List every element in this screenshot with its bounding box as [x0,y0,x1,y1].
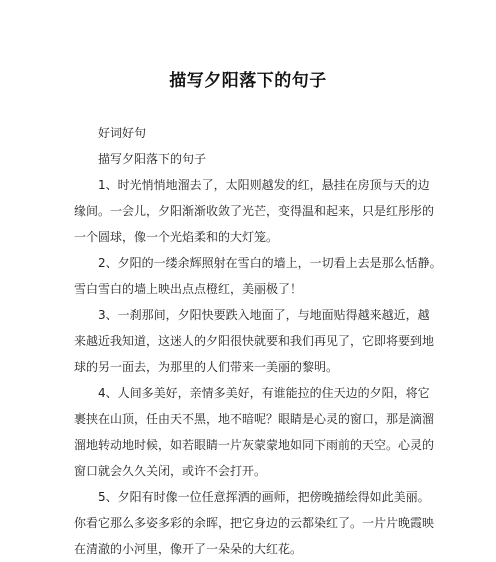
document-body [74,120,442,562]
paragraph-5-line-1: 5、夕阳有时像一位任意挥洒的画师，把傍晚描绘得如此美丽。 [98,490,430,504]
paragraph-3-line-2: 来越近我知道，这迷人的夕阳很快就要和我们再见了，它即将要到地 [74,334,435,348]
paragraph-4-line-4: 窗口就会久久关闭，或许不会打开。 [74,464,267,478]
paragraph-2-line-1: 2、夕阳的一缕余辉照射在雪白的墙上，一切看上去是那么恬静。 [98,256,442,270]
paragraph-5-line-3: 在清澈的小河里，像开了一朵朵的大红花。 [74,542,303,556]
paragraph-3-line-3: 球的另一面去，为那里的人们带来一美丽的黎明。 [74,360,339,374]
document-title: 描写夕阳落下的句子 [169,71,327,91]
paragraph-2-line-2: 雪白雪白的墙上映出点点橙红，美丽极了！ [74,282,303,296]
paragraph-4-line-3: 溜地转动地时候，如若眼睛一片灰蒙蒙地如同下雨前的天空。心灵的 [74,438,435,452]
subsection-heading: 描写夕阳落下的句子 [98,152,207,166]
paragraph-3-line-1: 3、一刹那间，夕阳快要跌入地面了，与地面贴得越来越近，越 [98,308,430,322]
paragraph-1-line-1: 1、时光悄悄地溜去了，太阳则越发的红，悬挂在房顶与天的边 [98,178,430,192]
paragraph-5-line-2: 你看它那么多姿多彩的余晖，把它身边的云都染红了。一片片晚霞映 [74,516,435,530]
paragraph-4-line-2: 裹挟在山顶，任由天不黑，地不暗呢？眼睛是心灵的窗口，那是滴溜 [74,412,435,426]
paragraph-1-line-2: 缘间。一会儿，夕阳渐渐收敛了光芒，变得温和起来，只是红彤彤的 [74,204,435,218]
section-heading: 好词好句 [98,126,147,140]
paragraph-4-line-1: 4、人间多美好，亲情多美好，有谁能拉的住天边的夕阳，将它 [98,386,430,400]
paragraph-1-line-3: 一个圆球，像一个光焰柔和的大灯笼。 [74,230,279,244]
